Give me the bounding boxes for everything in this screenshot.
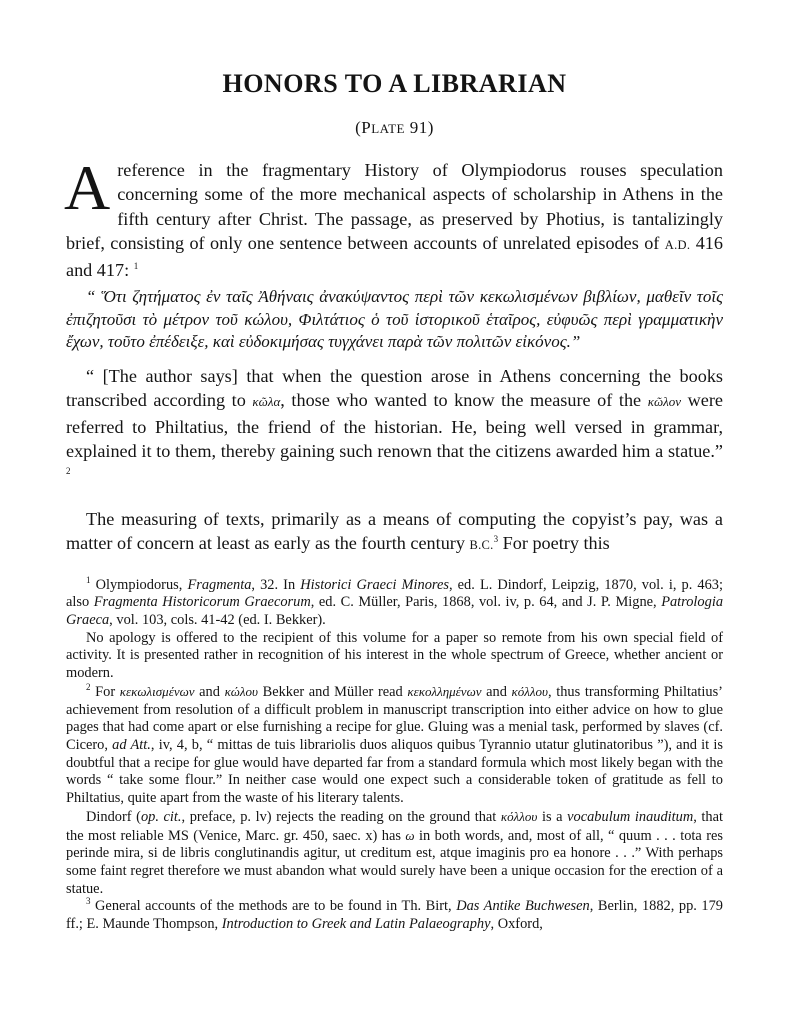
intro-text-end: 416 and 417:	[66, 233, 723, 280]
footnote-text: Olympiodorus,	[90, 576, 188, 593]
footnote-text: , Berlin, 1882, pp. 179 ff.; E. Maunde Thompson,	[66, 898, 723, 933]
footnote-1	[66, 574, 724, 630]
footnote-2	[66, 683, 723, 808]
page	[66, 66, 723, 934]
footnotes	[66, 574, 724, 934]
plate-open-paren: (	[355, 118, 362, 137]
greek-word-kolon: κῶλον	[647, 394, 682, 410]
translation-text-3: were referred to Philtatius, the friend of the historian. He, being well versed in grammar, explained it to them, thereby gaining such renown that the citizens awarded him a statue.”	[66, 390, 723, 462]
paragraph-measuring	[66, 507, 723, 558]
greek-word: κώλου	[224, 683, 258, 699]
footnote-text: , ed. L. Dindorf, Leipzig, 1870, vol. i, p. 463; also	[66, 576, 723, 611]
plate-initial: P	[361, 118, 372, 137]
paragraph-translation	[66, 364, 723, 488]
footnote-text: , that the most reliable MS (Venice, Marc. gr. 450, saec. x) has	[66, 808, 724, 844]
footnote-title: op. cit.	[140, 808, 182, 825]
footnote-title: ad Att.	[112, 736, 151, 753]
plate-number: 91)	[405, 118, 434, 137]
footnote-title: Patrologia Graeca	[66, 594, 724, 629]
footnote-3	[66, 898, 723, 933]
footnote-title: Fragmenta	[187, 576, 252, 593]
translation-text-1: “ [The author says] that when the question arose in Athens concerning the books transcribed according to	[66, 365, 723, 411]
footnote-text: , 32. In	[251, 576, 301, 593]
footnote-text: , preface, p. lv) rejects the reading on the ground that	[181, 808, 501, 825]
footnote-2-continuation	[66, 808, 723, 899]
footnote-text: , vol. 103, cols. 41-42 (ed. I. Bekker).	[109, 612, 326, 629]
greek-word: ω	[405, 827, 415, 843]
footnote-text: , thus transforming Philtatius’ achievement from resolution of a difficult problem in manuscript transcription into either advice on how to glue pages that had come apart or else furnishing a recipe for glue. Gluing was a menial task, performed by slaves (cf. Cicero,	[66, 683, 723, 753]
greek-word: κεκωλισμένων	[119, 683, 195, 699]
plate-reference	[66, 116, 723, 141]
footnote-number: 2	[86, 682, 91, 693]
footnote-ref-3: 3	[493, 534, 499, 545]
footnote-title: Historici Graeci Minores	[300, 576, 449, 593]
greek-word-kola: κῶλα	[252, 394, 281, 410]
footnote-ref-1: 1	[133, 260, 139, 271]
footnote-1-continuation: No apology is offered to the recipient of this volume for a paper so remote from his own special field of activity. It is presented rather in recognition of his interest in the whole spectrum of Greece, whether ancient or modern.	[66, 629, 723, 682]
footnote-number: 3	[86, 896, 91, 907]
footnote-title: Das Antike Buchwesen	[456, 898, 590, 915]
footnote-text: , Oxford,	[490, 916, 543, 933]
intro-text: reference in the fragmentary History of Olympiodorus rouses speculation concerning some of the more mechanical aspects of scholarship in Athens in the fifth century after Christ. The passage, as preserved by Photius, is tantalizingly brief, consisting of only one sentence between accounts of unrelated episodes of	[66, 160, 723, 254]
footnote-text: , ed. C. Müller, Paris, 1868, vol. iv, p. 64, and J. P. Migne,	[310, 594, 662, 611]
footnote-text: Bekker and Müller read	[257, 683, 408, 700]
measuring-text-2: For poetry this	[498, 533, 610, 554]
footnote-title: vocabulum inauditum	[567, 808, 694, 825]
footnote-number: 1	[86, 574, 91, 585]
footnote-text: For	[90, 683, 120, 700]
footnote-text: and	[194, 683, 225, 700]
footnote-ref-2: 2	[66, 466, 71, 477]
plate-small-caps: LATE	[371, 121, 405, 136]
translation-text-2: , those who wanted to know the measure of the	[280, 390, 648, 411]
greek-quotation: “ Ὅτι ζητήματος ἐν ταῖς Ἀθήναις ἀνακύψαντος περὶ τῶν κεκωλισμένων βιβλίων, μαθεῖν τοῖς ἐπιζητοῦσι τὸ μέτρον τοῦ κώλου, Φιλτάτιος ὁ τοῦ ἱστορικοῦ ἑταῖρος, εὐφυῶς περὶ γραμματικὴν ἔχων, τοῦτο ἐπέδειξε, καὶ εὐδοκιμήσας τυγχάνει παρὰ τῶν πολιτῶν εἰκόνος.”	[66, 287, 723, 352]
measuring-text-1: The measuring of texts, primarily as a means of computing the copyist’s pay, was a matter of concern at least as early as the fourth century	[66, 508, 723, 554]
greek-word: κόλλου	[511, 683, 549, 699]
paragraph-intro	[64, 152, 723, 282]
greek-word: κεκολλημένων	[407, 683, 482, 699]
footnote-title: Fragmenta Historicorum Graecorum	[93, 594, 311, 611]
footnote-text: , iv, 4, b, “ mittas de tuis librariolis duos aliquos quibus Tyrannio utatur glutinatoribus ”), and it is doubtful that a recipe for glue would have departed far from a standard formula which most likely began with the words “ take some flour.” In neither case would one expect such a considerable token of gratitude as fell to Philtatius, quite apart from the waste of his literary talents.	[66, 736, 723, 807]
footnote-text: Dindorf (	[86, 808, 141, 825]
drop-cap: A	[64, 152, 111, 223]
greek-word: κόλλου	[500, 808, 538, 824]
footnote-title: Introduction to Greek and Latin Palaeography	[221, 916, 491, 933]
footnote-text: is a	[537, 808, 568, 825]
footnote-text: in both words, and, most of all, “ quum . . . tota res perinde mira, si de libris conglutinandis agitur, ut creditum est, atque imaginis pro ea honore . . .” With perhaps some faint regret therefore we must abandon what would surely have been a unique occasion for the erection of a statue.	[66, 827, 724, 897]
footnote-text: and	[481, 683, 512, 700]
era-ad: A.D.	[664, 238, 691, 253]
footnote-text: General accounts of the methods are to be found in Th. Birt,	[90, 898, 457, 915]
article-title: HONORS TO A LIBRARIAN	[222, 69, 567, 98]
era-bc: B.C.	[469, 538, 494, 553]
